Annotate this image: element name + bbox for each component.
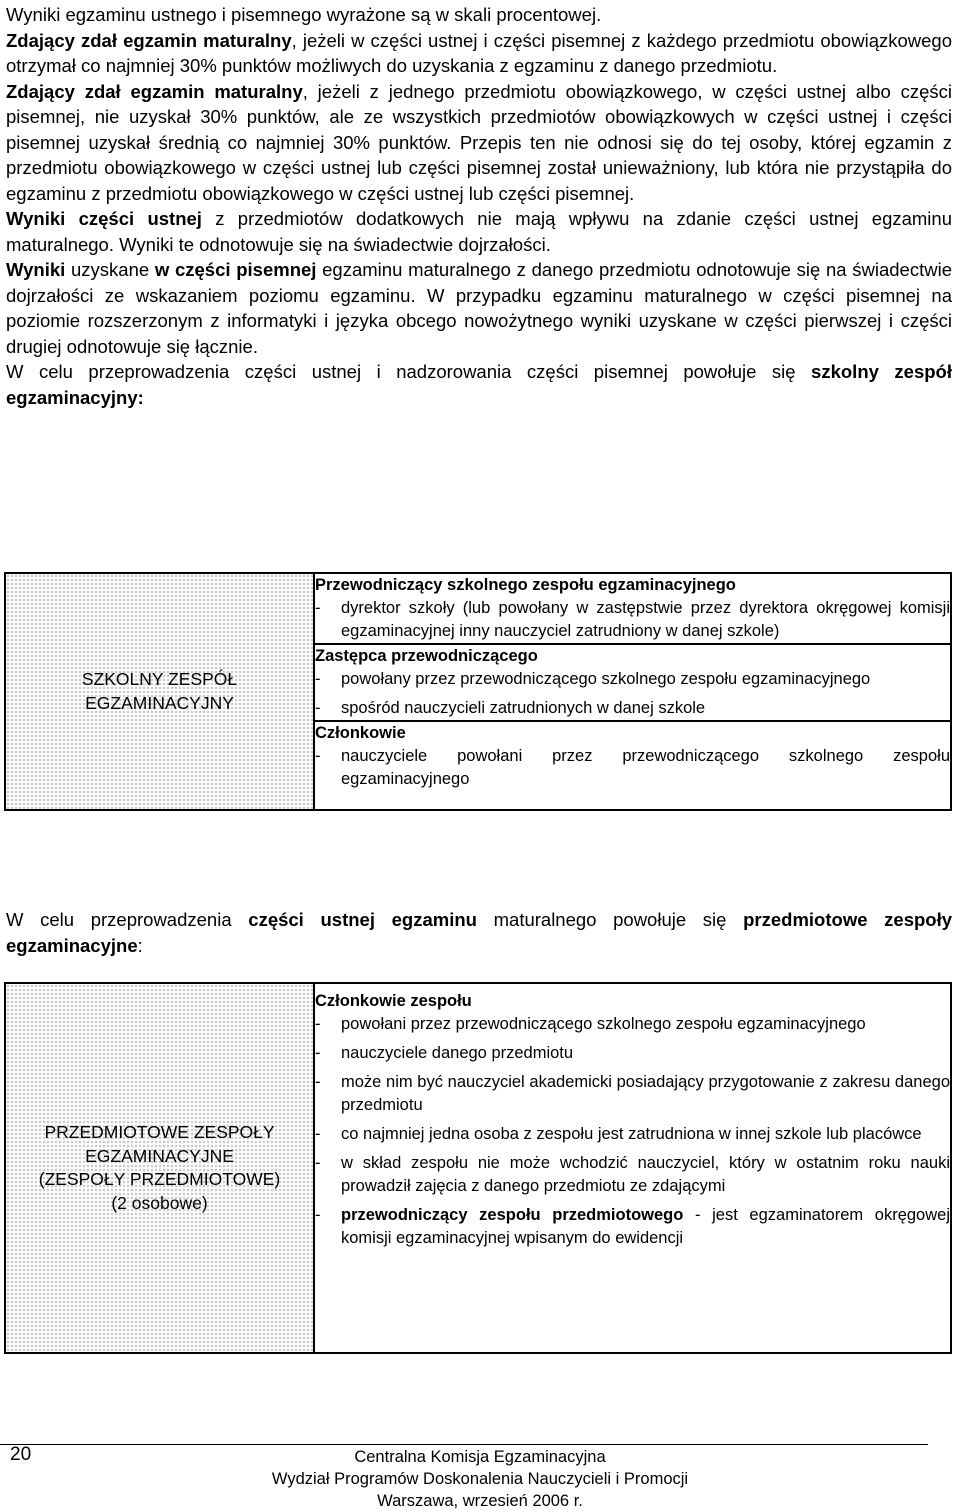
list-item: [315, 1204, 950, 1250]
list-item: - może nim być nauczyciel akademicki posiadający przygotowanie z zakresu danego przedmiotu: [315, 1071, 950, 1117]
pass-average-text: , jeżeli z jednego przedmiotu obowiązkowego, w części ustnej albo części pisemnej, nie uzyskał 30% punktów, ale ze wszystkich przedmiotów obowiązkowych w części ustnej i części pisemnej uzyskał średnią co najmniej 30% punktów. Przepis ten nie odnosi się do tej osoby, której egzamin z przedmiotu obowiązkowego w części ustnej lub części pisemnej został unieważniony, lub która nie przystąpiła do egzaminu z przedmiotu obowiązkowego w części ustnej lub części pisemnej.: [6, 80, 952, 204]
paragraph-scale: [6, 2, 952, 28]
subject-members-title: Członkowie zespołu: [315, 992, 472, 1010]
subject-teams-label: przedmiotowe zespoły egzaminacyjne: [6, 909, 953, 956]
footer-date: Warszawa, wrzesień 2006 r.: [377, 1492, 583, 1510]
subject-chair-text: - jest egzaminatorem okręgowej komisji egzaminacyjnej wpisanym do ewidencji: [341, 1206, 950, 1247]
subject-members-list: [315, 1013, 950, 1250]
subject-members-cell: [314, 983, 951, 1353]
footer-institution: Centralna Komisja Egzaminacyjna: [354, 1448, 606, 1466]
pass-average-heading: Zdający zdał egzamin maturalny: [6, 80, 303, 102]
paragraph-subject-team-intro: [6, 907, 952, 958]
oral-results-text: z przedmiotów dodatkowych nie mają wpływu na zdanie części ustnej egzaminu maturalnego. Wyniki te odnotowuje się na świadectwie dojrzałości.: [6, 208, 952, 255]
school-team-label-cell: [5, 573, 314, 810]
subject-chair-label: przewodniczący zespołu przedmiotowego: [341, 1206, 684, 1224]
school-team-label: szkolny zespół egzaminacyjny:: [6, 361, 952, 408]
subject-team-intro-colon: :: [137, 934, 143, 956]
oral-part-label: części ustnej egzaminu: [248, 909, 477, 930]
members-cell: [314, 721, 951, 810]
page-number: 20: [10, 1444, 32, 1465]
subject-team-box: [4, 982, 952, 1354]
paragraph-scale-text: Wyniki egzaminu ustnego i pisemnego wyrażone są w skali procentowej.: [6, 4, 602, 25]
school-team-box: [4, 572, 952, 811]
list-item: - dyrektor szkoły (lub powołany w zastępstwie przez dyrektora okręgowej komisji egzaminacyjnej inny nauczyciel zatrudniony w danej szkole): [315, 597, 950, 643]
subject-team-title-2: EGZAMINACYJNE: [85, 1145, 234, 1166]
list-item: - co najmniej jedna osoba z zespołu jest zatrudniona w innej szkole lub placówce: [315, 1123, 950, 1146]
written-results-heading: Wyniki: [6, 259, 66, 280]
list-item: - w skład zespołu nie może wchodzić nauczyciel, który w ostatnim roku nauki prowadził zajęcia z danego przedmiotu ze zdającymi: [315, 1152, 950, 1198]
list-item: - spośród nauczycieli zatrudnionych w danej szkole: [315, 697, 950, 720]
paragraph-pass-average: [6, 79, 952, 207]
school-team-title-1: SZKOLNY ZESPÓŁ: [81, 669, 238, 689]
deputy-list: [315, 668, 950, 720]
footer-rule: [0, 1444, 928, 1445]
chair-list: [315, 597, 950, 643]
paragraph-oral-results: [6, 206, 952, 257]
members-title: Członkowie: [315, 724, 406, 742]
subject-team-title-3: (ZESPOŁY PRZEDMIOTOWE): [38, 1169, 281, 1189]
subject-team-intro-text-2: maturalnego powołuje się: [476, 909, 744, 930]
members-list: [315, 745, 950, 791]
written-results-text-1: uzyskane: [65, 259, 155, 280]
list-item: - powołani przez przewodniczącego szkolnego zespołu egzaminacyjnego: [315, 1013, 950, 1036]
oral-results-heading: Wyniki części ustnej: [6, 208, 202, 229]
document-body: [6, 0, 952, 410]
pass-text: , jeżeli w części ustnej i części pisemnej z każdego przedmiotu obowiązkowego otrzymał co najmniej 30% punktów możliwych do uzyskania z egzaminu z danego przedmiotu.: [6, 29, 953, 76]
subject-team-title-1: PRZEDMIOTOWE ZESPOŁY: [44, 1122, 275, 1142]
paragraph-school-team-intro: [6, 359, 952, 410]
written-part-label: w części pisemnej: [154, 259, 317, 280]
school-team-title-2: EGZAMINACYJNY: [85, 692, 234, 713]
paragraph-pass-condition: [6, 28, 952, 79]
subject-team-intro-text-1: W celu przeprowadzenia: [6, 909, 249, 930]
subject-team-label-cell: [5, 983, 314, 1353]
subject-team-size: [6, 1192, 313, 1216]
school-team-intro-text: W celu przeprowadzenia części ustnej i nadzorowania części pisemnej powołuje się: [6, 361, 812, 382]
deputy-cell: [314, 644, 951, 721]
list-item: - powołany przez przewodniczącego szkolnego zespołu egzaminacyjnego: [315, 668, 950, 691]
subject-team-size-text: (2 osobowe: [111, 1192, 202, 1213]
pass-heading: Zdający zdał egzamin maturalny: [6, 29, 292, 51]
chair-cell: [314, 573, 951, 644]
list-item: - nauczyciele danego przedmiotu: [315, 1042, 950, 1065]
deputy-title: Zastępca przewodniczącego: [315, 647, 538, 665]
footer-department: Wydział Programów Doskonalenia Nauczycieli i Promocji: [271, 1470, 689, 1488]
paragraph-written-results: [6, 257, 952, 359]
chair-title: Przewodniczący szkolnego zespołu egzaminacyjnego: [315, 576, 736, 594]
subject-team-size-paren: ): [201, 1192, 208, 1213]
list-item: - nauczyciele powołani przez przewodniczącego szkolnego zespołu egzaminacyjnego: [315, 745, 950, 791]
written-results-text-2: egzaminu maturalnego z danego przedmiotu odnotowuje się na świadectwie dojrzałości ze wskazaniem poziomu egzaminu. W przypadku egzaminu maturalnego w części pisemnej na poziomie rozszerzonym z informatyki i języka obcego nowożytnego wyniki uzyskane w części pierwszej i części drugiej odnotowuje się łącznie.: [6, 259, 952, 357]
